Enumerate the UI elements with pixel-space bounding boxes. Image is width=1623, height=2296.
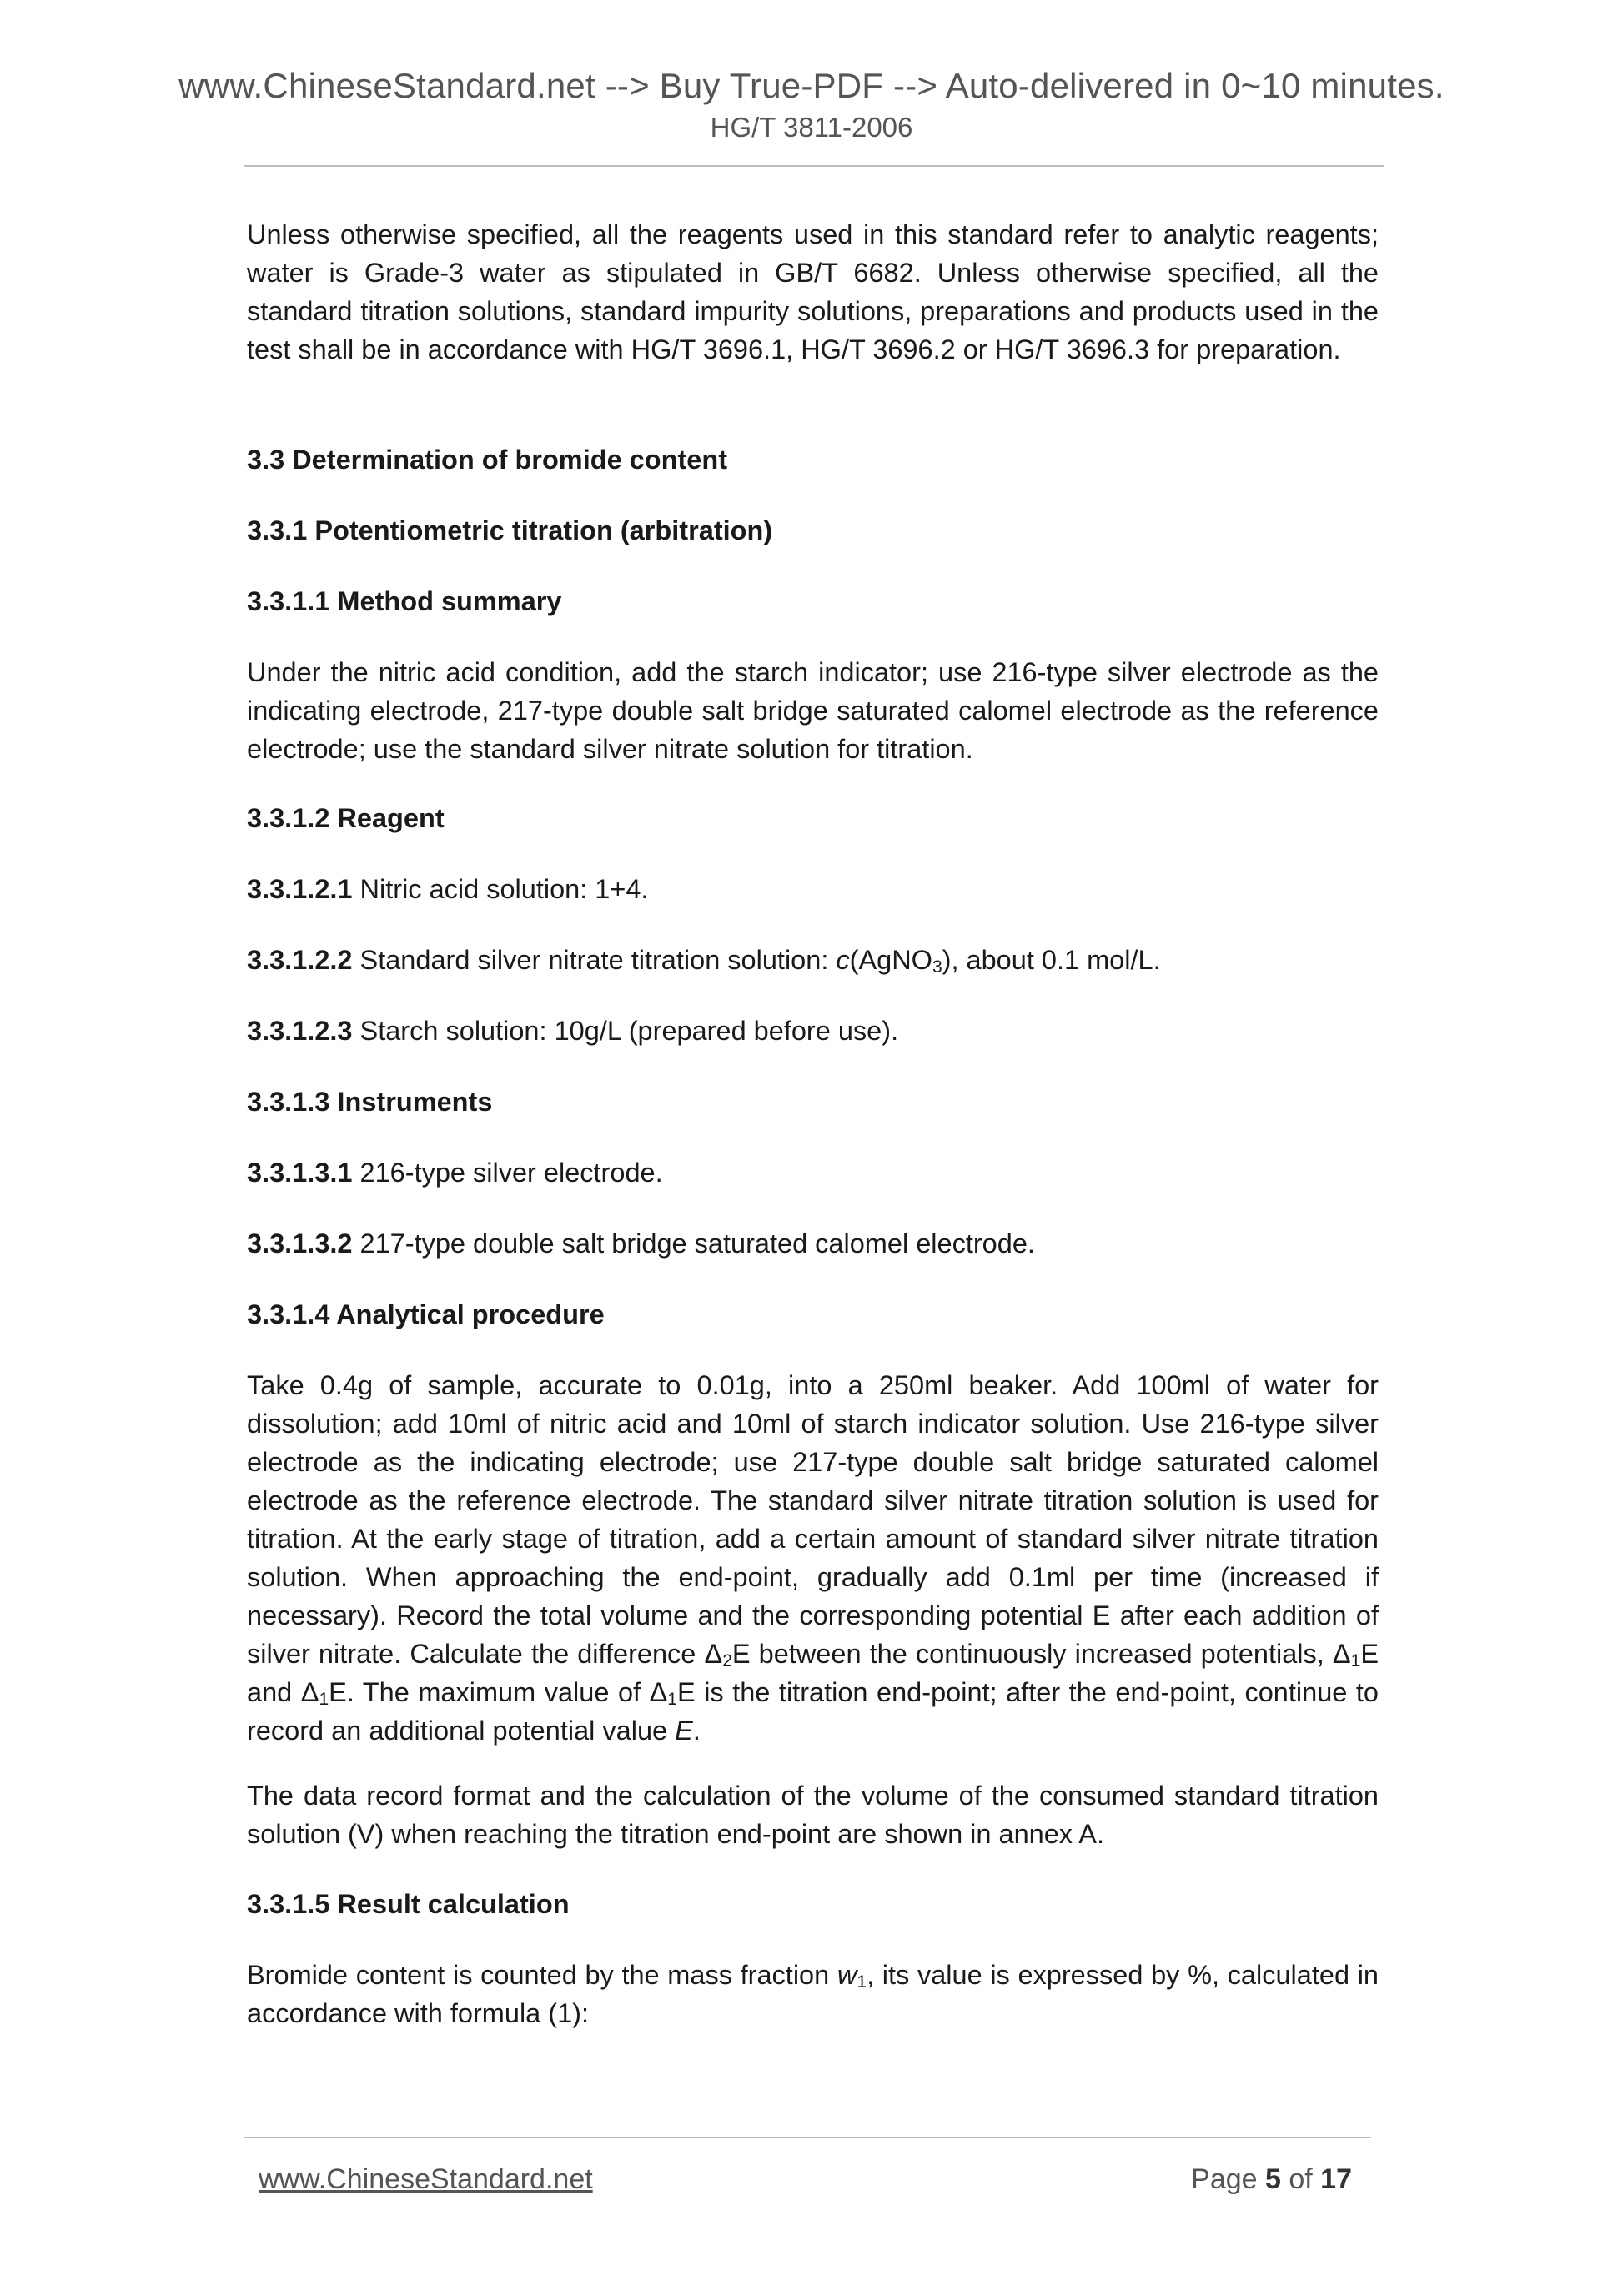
- page-number: [1191, 2162, 1352, 2197]
- procedure-subscript-4: 1: [667, 1690, 677, 1709]
- reagent-item-2: [247, 941, 1379, 979]
- section-heading-3-3: 3.3 Determination of bromide content: [247, 445, 728, 475]
- procedure-text-d: E. The maximum value of Δ: [329, 1677, 668, 1707]
- page-header: [0, 63, 1623, 145]
- procedure-text-c: E and Δ: [247, 1639, 1379, 1707]
- procedure-text-end: .: [692, 1716, 701, 1746]
- data-record-paragraph: The data record format and the calculation of the volume of the consumed standard titration solution (V) when reaching the titration end-point are shown in annex A.: [247, 1781, 1379, 1849]
- header-banner: www.ChineseStandard.net --> Buy True-PDF --> Auto-delivered in 0~10 minutes.: [178, 66, 1445, 105]
- section-heading-3-3-1-1: 3.3.1.1 Method summary: [247, 586, 562, 616]
- reagent-item-1-number: 3.3.1.2.1: [247, 874, 353, 904]
- procedure-subscript-3: 1: [319, 1690, 329, 1709]
- footer-site-link[interactable]: www.ChineseStandard.net: [259, 2163, 593, 2195]
- section-heading-3-3-1-3: 3.3.1.3 Instruments: [247, 1087, 493, 1117]
- reagent-item-1: [247, 870, 1379, 908]
- page-number-total: 17: [1320, 2163, 1352, 2195]
- method-summary-paragraph: Under the nitric acid condition, add the starch indicator; use 216-type silver electrode as the indicating electrode, 217-type double salt bridge saturated calomel electrode as the reference electrode; use the standard silver nitrate solution for titration.: [247, 657, 1379, 764]
- reagent-item-2-concentration-symbol: c: [836, 945, 850, 975]
- reagent-item-2-formula-subscript: 3: [932, 957, 942, 977]
- procedure-text-e: E is the titration end-point; after the end-point, continue to record an additional potential value: [247, 1677, 1379, 1746]
- section-heading-3-3-1-2: 3.3.1.2 Reagent: [247, 803, 445, 833]
- reagent-item-1-text: Nitric acid solution: 1+4.: [352, 874, 649, 904]
- reagent-item-3: [247, 1012, 1379, 1050]
- result-text-a: Bromide content is counted by the mass fraction: [247, 1960, 837, 1990]
- procedure-subscript-2: 1: [1350, 1651, 1361, 1671]
- procedure-subscript-1: 2: [722, 1651, 732, 1671]
- procedure-potential-symbol: E: [675, 1716, 693, 1746]
- section-heading-3-3-1-5: 3.3.1.5 Result calculation: [247, 1889, 570, 1919]
- reagent-item-3-number: 3.3.1.2.3: [247, 1016, 353, 1046]
- intro-paragraph: Unless otherwise specified, all the reagents used in this standard refer to analytic reagents; water is Grade-3 water as stipulated in GB/T 6682. Unless otherwise specified, all the standard titration solutions, standard impurity solutions, preparations and products used in the test shall be in accordance with HG/T 3696.1, HG/T 3696.2 or HG/T 3696.3 for preparation.: [247, 219, 1379, 364]
- result-paragraph: [247, 1956, 1379, 2032]
- page-number-label: Page: [1191, 2163, 1265, 2195]
- result-text-b: , its value is expressed by %, calculated in accordance with formula (1):: [247, 1960, 1379, 2028]
- header-divider: [244, 165, 1384, 167]
- result-mass-fraction-subscript: 1: [857, 1972, 867, 1992]
- reagent-item-2-text: Standard silver nitrate titration solution:: [352, 945, 837, 975]
- instrument-item-2: [247, 1224, 1379, 1263]
- reagent-item-3-text: Starch solution: 10g/L (prepared before use).: [352, 1016, 899, 1046]
- procedure-paragraph: [247, 1366, 1379, 1750]
- reagent-item-2-amount: ), about 0.1 mol/L.: [942, 945, 1161, 975]
- instrument-item-2-number: 3.3.1.3.2: [247, 1228, 353, 1259]
- instrument-item-2-text: 217-type double salt bridge saturated calomel electrode.: [352, 1228, 1035, 1259]
- instrument-item-1-text: 216-type silver electrode.: [352, 1158, 663, 1188]
- footer-divider: [244, 2137, 1371, 2138]
- result-mass-fraction-symbol: w: [837, 1960, 857, 1990]
- reagent-item-2-number: 3.3.1.2.2: [247, 945, 353, 975]
- instrument-item-1-number: 3.3.1.3.1: [247, 1158, 353, 1188]
- page-number-current: 5: [1265, 2163, 1281, 2195]
- header-doc-code: HG/T 3811-2006: [710, 112, 913, 143]
- section-heading-3-3-1-4: 3.3.1.4 Analytical procedure: [247, 1299, 605, 1329]
- page-number-of: of: [1280, 2163, 1321, 2195]
- instrument-item-1: [247, 1153, 1379, 1192]
- procedure-text-a: Take 0.4g of sample, accurate to 0.01g, into a 250ml beaker. Add 100ml of water for dissolution; add 10ml of nitric acid and 10ml of starch indicator solution. Use 216-type silver electrode as the indicating electrode; use 217-type double salt bridge saturated calomel electrode as the reference electrode. The standard silver nitrate titration solution is used for titration. At the early stage of titration, add a certain amount of standard silver nitrate titration solution. When approaching the end-point, gradually add 0.1ml per time (increased if necessary). Record the total volume and the corresponding potential E after each addition of silver nitrate. Calculate the difference Δ: [247, 1370, 1379, 1669]
- section-heading-3-3-1: 3.3.1 Potentiometric titration (arbitration): [247, 515, 773, 545]
- reagent-item-2-formula: (AgNO: [849, 945, 932, 975]
- procedure-text-b: E between the continuously increased potentials, Δ: [731, 1639, 1351, 1669]
